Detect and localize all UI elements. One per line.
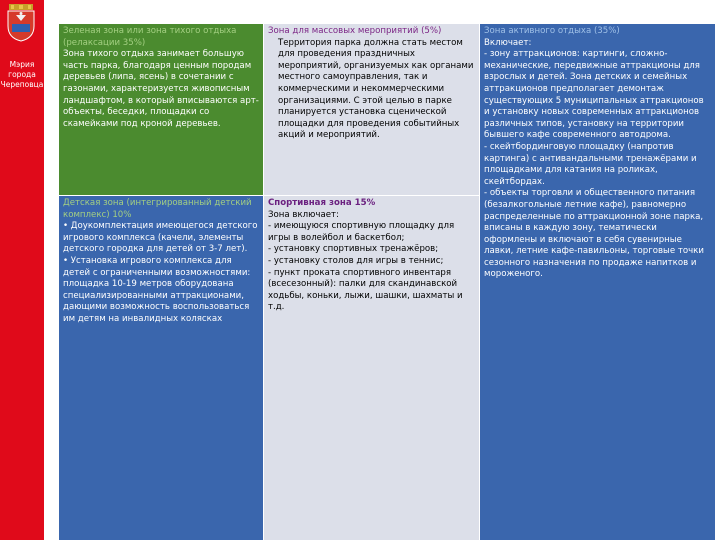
kids-zone-item: • Установка игрового комплекса для детей с ограниченными возможностями: площадка 10-19 метров оборудована специализированными аттракционами, дающими возможность воспользоваться им детям на инвалидных колясках [63,255,251,324]
city-name: Мэрия города Череповца [0,60,44,89]
mass-events-cell [264,24,479,195]
sport-zone-includes: Зона включает: [268,209,339,220]
active-zone-item: - скейтбординговую площадку (напротив картинга) с антивандальными тренажёрами и площадками для катания на роликах, скейтбордах. [484,141,697,187]
city-emblem-icon [6,4,36,42]
active-zone-title: Зона активного отдыха (35%) [484,26,620,36]
sport-zone-item: - имеющуюся спортивную площадку для игры в волейбол и баскетбол; [268,221,455,243]
mass-events-title: Зона для массовых мероприятий (5%) [268,26,442,36]
sport-zone-cell [264,196,479,540]
sport-zone-title: Спортивная зона 15% [268,198,376,208]
green-zone-title: Зеленая зона или зона тихого отдыха (релаксации 35%) [63,26,237,48]
active-zone-item: - объекты торговли и общественного питания (безалкогольные летние кафе), равномерно распределенные по аттракционной зоне парка, вписаны в каждую зону, тематически оформлены и включают в себя сувенирные лавки, летние кафе-павильоны, торговые точки сезонного назначения по продаже напитков и мороженого. [484,188,704,280]
kids-zone-title: Детская зона (интегрированный детский комплекс) 10% [63,198,252,220]
active-zone-cell [480,24,715,540]
sport-zone-item: - установку столов для игры в теннис; [268,255,444,266]
green-zone-body: Зона тихого отдыха занимает большую часть парка, благодаря ценным породам деревьев (липа, ясень) в сочетании с газонами, характеризуется живописным ландшафтом, в который вписываются арт-объекты, беседки, площадки со скамейками под кроной деревьев. [63,49,259,129]
sidebar [0,0,44,540]
active-zone-includes: Включает: [484,37,532,48]
sport-zone-item: - установку спортивных тренажёров; [268,244,439,255]
kids-zone-item: • Доукомплектация имеющегося детского игрового комплекса (качели, элементы детского городка для детей от 3-7 лет). [63,221,258,255]
green-zone-cell [59,24,263,195]
active-zone-item: - зону аттракционов: картинги, сложно-механические, передвижные аттракционы для взрослых и детей. Зона детских и семейных аттракционов предполагает демонтаж существующих 5 муниципальных аттракционов и установку новых современных аттракционов различных типов, установку на территории бывшего кафе современного автодрома. [484,49,704,141]
zones-table [59,24,715,540]
sport-zone-item: - пункт проката спортивного инвентаря (всесезонный): палки для скандинавской ходьбы, коньки, лыжи, шашки, шахматы и т.д. [268,267,463,313]
mass-events-body: Территория парка должна стать местом для проведения праздничных мероприятий, организуемых как органами местного самоуправления, так и коммерческими и некоммерческими организациями. С этой целью в парке планируется установка сценической площадки для проведения событийных акций и мероприятий. [278,37,474,141]
kids-zone-cell [59,196,263,540]
